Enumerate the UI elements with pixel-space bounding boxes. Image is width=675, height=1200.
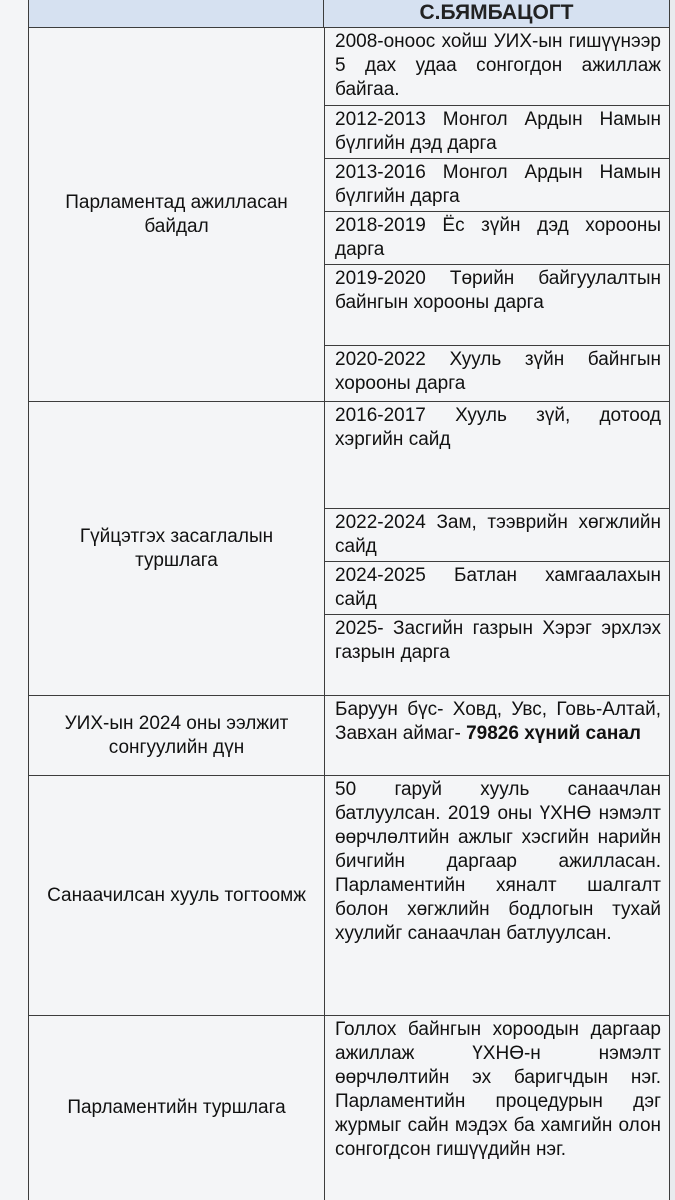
section-label-executive-experience: Гүйцэтгэх засаглалын туршлага: [28, 402, 324, 696]
election-text: Баруун бүс- Ховд, Увс, Говь-Алтай, Завхан аймаг-: [335, 699, 661, 744]
section-label-election-result: УИХ-ын 2024 оны ээлжит сонгуулийн дүн: [28, 696, 324, 776]
table-cell: 2022-2024 Зам, тээврийн хөгжлийн сайд: [324, 509, 670, 562]
header-candidate-name: С.БЯМБАЦОГТ: [324, 0, 670, 28]
table-cell: Голлох байнгын хороодын даргаар ажиллаж ҮХНӨ-н нэмэлт өөрчлөлтийн эх баригчдын нэг. Парламентийн процедурын дэг журмыг сайн мэдэх ба хамгийн олон сонгогдсон гишүүдийн нэг.: [324, 1016, 670, 1200]
table-cell: 2018-2019 Ёс зүйн дэд хорооны дарга: [324, 212, 670, 265]
table-cell: 2020-2022 Хууль зүйн байнгын хорооны дарга: [324, 346, 670, 402]
table-cell: 50 гаруй хууль санаачлан батлуулсан. 2019 оны ҮХНӨ нэмэлт өөрчлөлтийн ажлыг хэсгийн нарийн бичгийн даргаар ажилласан. Парламентийн хяналт шалгалт болон хөгжлийн бодлогын тухай хуулийг санаачлан батлуулсан.: [324, 776, 670, 1016]
table-cell: 2012-2013 Монгол Ардын Намын бүлгийн дэд дарга: [324, 106, 670, 159]
page-edge: [670, 0, 675, 1200]
header-cell-empty: [28, 0, 324, 28]
table-cell: 2025- Засгийн газрын Хэрэг эрхлэх газрын дарга: [324, 615, 670, 696]
table-cell: 2008-оноос хойш УИХ-ын гишүүнээр 5 дах удаа сонгогдон ажиллаж байгаа.: [324, 28, 670, 106]
table-cell: 2016-2017 Хууль зүй, дотоод хэргийн сайд: [324, 402, 670, 509]
section-label-initiated-laws: Санаачилсан хууль тогтоомж: [28, 776, 324, 1016]
table-cell: 2013-2016 Монгол Ардын Намын бүлгийн дарга: [324, 159, 670, 212]
table-cell: 2024-2025 Батлан хамгаалахын сайд: [324, 562, 670, 615]
table-cell: 2019-2020 Төрийн байгуулалтын байнгын хорооны дарга: [324, 265, 670, 346]
vote-count: 79826 хүний санал: [466, 723, 641, 744]
table-cell-election-result: [324, 696, 670, 776]
section-label-parliament-experience: Парламентийн туршлага: [28, 1016, 324, 1200]
section-label-parliament-work: Парламентад ажилласан байдал: [28, 28, 324, 402]
